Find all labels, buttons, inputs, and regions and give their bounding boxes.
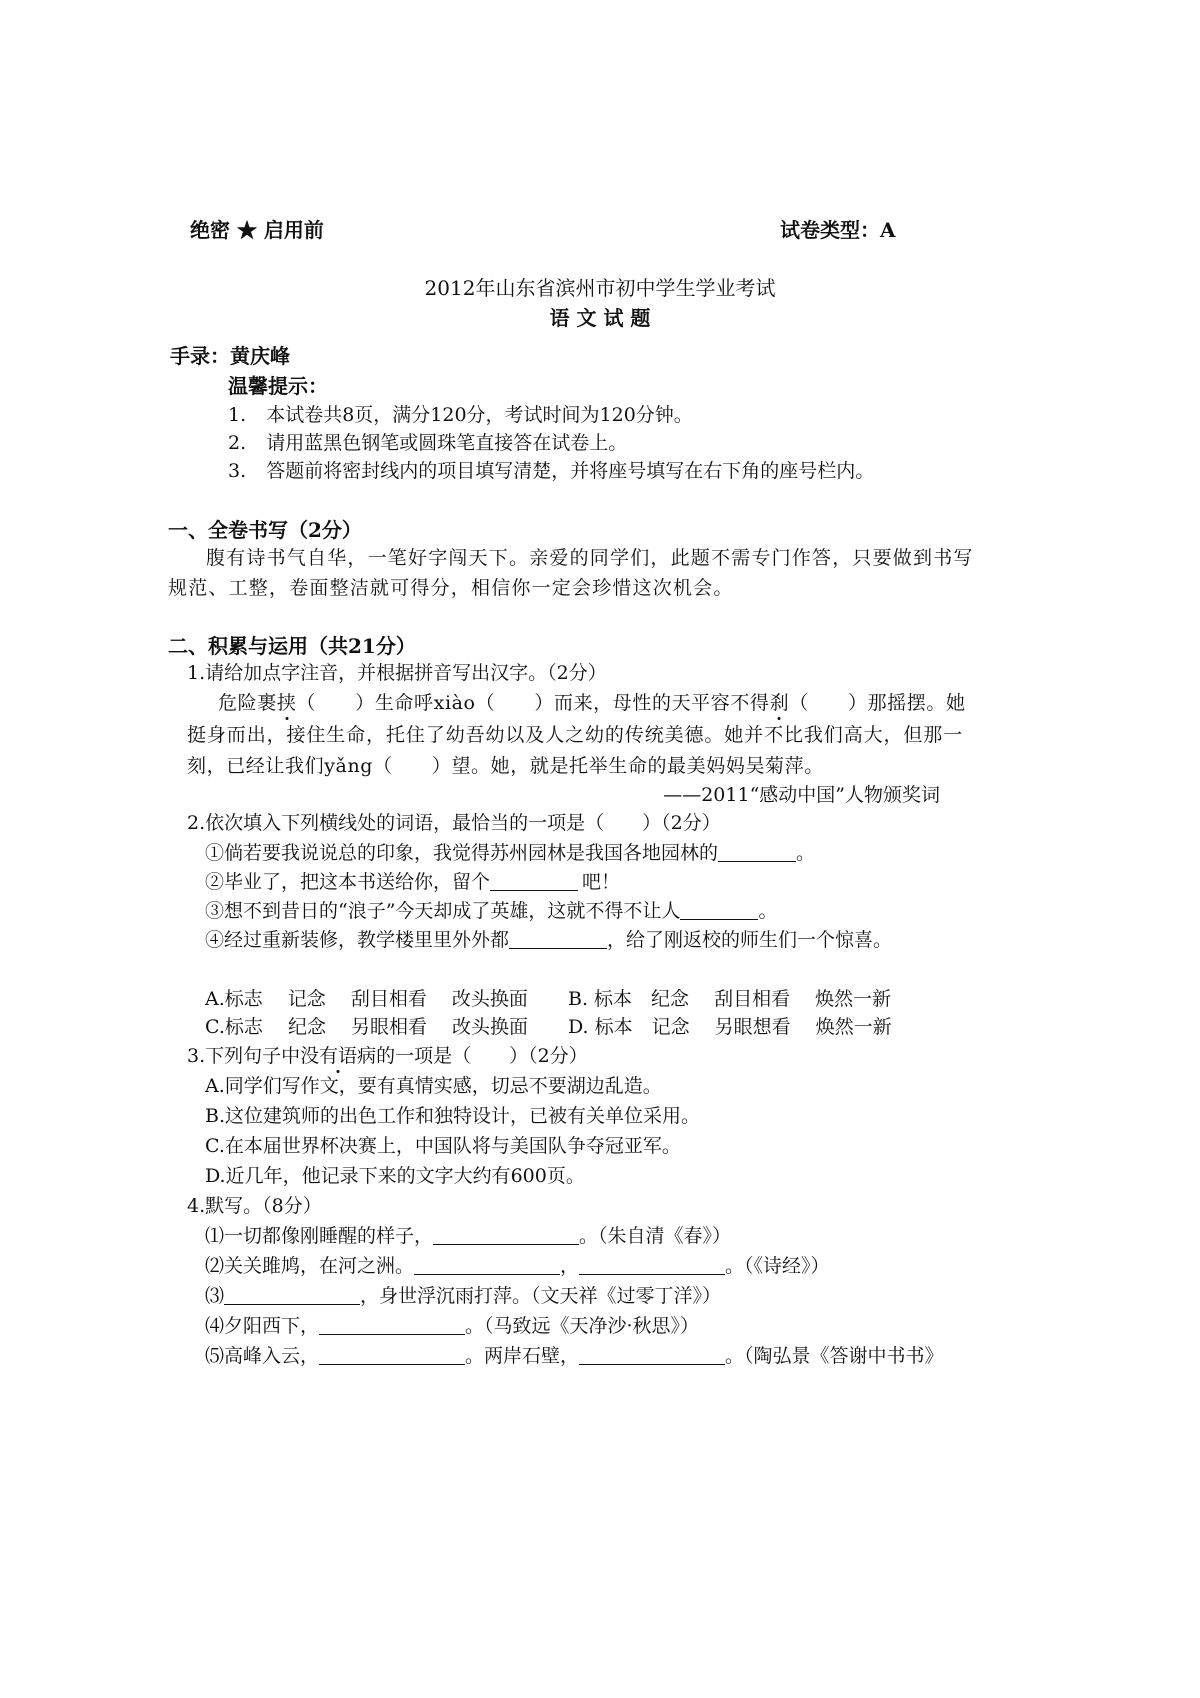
question-2-sentence [205,867,620,894]
q4-text: ⑸高峰入云， [205,1345,320,1367]
q4-text: ⑶ [205,1285,225,1307]
q2-text: 。 [796,842,816,864]
section-1-paragraph: 腹有诗书气自华，一笔好字闯天下。亲爱的同学们，此题不需专门作答，只要做到书写 [206,547,974,569]
section-2-heading: 二、积累与运用（共21分） [168,634,416,658]
answer-blank[interactable] [490,871,578,891]
question-4-stem: 4.默写。（8分） [187,1195,322,1217]
q1-text: 危险裹 [218,692,277,714]
option-c[interactable]: C.在本届世界杯决赛上，中国队将与美国队争夺冠亚军。 [205,1135,681,1157]
q2-text: 吧！ [582,871,621,893]
option-a[interactable]: A.标志 记念 刮目相看 改头换面 [205,988,528,1010]
option-a[interactable]: A.同学们写作文，要有真情实感，切忌不要湖边乱造。 [205,1075,662,1097]
q2-text: ①倘若要我说说总的印象，我觉得苏州园林是我国各地园林的 [205,842,719,864]
q2-text: 。 [758,900,778,922]
tips-heading: 温馨提示： [228,374,328,398]
tip-item [228,456,874,483]
q4-text: 。（《诗经》） [725,1255,830,1277]
answer-blank[interactable] [509,929,607,949]
question-2-sentence [205,896,777,923]
q4-text: 。（朱自清《春》） [579,1225,732,1247]
q1-text: （ ）那摇摆。她 [789,692,966,714]
q4-text: ⑵关关雎鸠，在河之洲。 [205,1255,415,1277]
exam-title: 2012年山东省滨州市初中学生学业考试 [424,276,776,300]
tip-item [228,400,693,427]
option-d[interactable]: D.近几年，他记录下来的文字大约有600页。 [205,1165,585,1187]
question-1-source: ——2011“感动中国”人物颁奖词 [663,784,940,806]
question-1-line: 刻，已经让我们yǎng（ ）望。她，就是托举生命的最美妈妈吴菊萍。 [187,755,824,777]
question-2-stem: 2.依次填入下列横线处的词语，最恰当的一项是（ ）（2分） [187,812,721,834]
option-d[interactable]: D. 标本 记念 另眼想看 焕然一新 [568,1016,892,1038]
q4-text: ⑷夕阳西下， [205,1315,320,1337]
dictation-item [205,1251,830,1278]
q2-text: ④经过重新装修，教学楼里里外外都 [205,929,510,951]
question-2-sentence [205,838,815,865]
q2-text: ③想不到昔日的“浪子”今天却成了英雄，这就不得不让人 [205,900,681,922]
section-1-paragraph: 规范、工整，卷面整洁就可得分，相信你一定会珍惜这次机会。 [168,577,734,599]
q4-text: 。（陶弘景《答谢中书书》 [725,1345,944,1367]
q4-text: ⑴一切都像刚睡醒的样子， [205,1225,434,1247]
q2-text: ②毕业了，把这本书送给你，留个 [205,871,491,893]
exam-subject: 语 文 试 题 [549,306,651,330]
answer-blank[interactable] [319,1345,465,1365]
answer-blank[interactable] [579,1255,725,1275]
tip-number: 1. [228,404,247,426]
question-3-stem [187,1041,588,1068]
dictation-item [205,1281,721,1308]
answer-blank[interactable] [579,1345,725,1365]
dotted-char: 挟 [276,692,297,714]
question-1-stem: 1.请给加点字注音，并根据拼音写出汉字。（2分） [187,662,607,684]
tip-text: 答题前将密封线内的项目填写清楚，并将座号填写在右下角的座号栏内。 [266,460,875,482]
dictation-item [205,1341,944,1368]
q4-text: 。（马致远《天净沙·秋思》） [465,1315,700,1337]
q4-text: ，身世浮沉雨打萍。（文天祥《过零丁洋》） [360,1285,722,1307]
question-1-line [218,688,966,715]
transcriber: 手录：黄庆峰 [170,344,290,368]
tip-number: 3. [228,460,247,482]
option-c[interactable]: C.标志 纪念 另眼相看 改头换面 [205,1016,529,1038]
answer-blank[interactable] [433,1225,579,1245]
dotted-char: 刹 [769,692,790,714]
q2-text: ，给了刚返校的师生们一个惊喜。 [607,929,893,951]
question-1-line: 挺身而出，接住生命，托住了幼吾幼以及人之幼的传统美德。她并不比我们高大，但那一 [187,724,964,746]
section-1-heading: 一、全卷书写（2分） [168,518,362,542]
q3-text: 3.下列句子中 [187,1045,301,1067]
option-b[interactable]: B. 标本 纪念 刮目相看 焕然一新 [568,988,892,1010]
q4-text: ， [560,1255,580,1277]
tip-number: 2. [228,432,247,454]
dictation-item [205,1311,699,1338]
q1-text: （ ）生命呼xiào（ ）而来，母性的天平容不得 [296,692,770,714]
answer-blank[interactable] [414,1255,560,1275]
paper-type-label: 试卷类型：A [780,218,896,242]
q3-text: 的一项是（ ）（2分） [376,1045,588,1067]
answer-blank[interactable] [718,842,796,862]
answer-blank[interactable] [680,900,758,920]
q4-text: 。两岸石壁， [465,1345,580,1367]
dotted-phrase: 没有语病 [300,1045,377,1067]
answer-blank[interactable] [319,1315,465,1335]
tip-text: 请用蓝黑色钢笔或圆珠笔直接答在试卷上。 [266,432,628,454]
option-b[interactable]: B.这位建筑师的出色工作和独特设计，已被有关单位采用。 [205,1105,701,1127]
confidential-label: 绝密 ★ 启用前 [190,218,324,242]
question-2-sentence [205,925,892,952]
dictation-item [205,1221,731,1248]
tip-item [228,428,627,455]
tip-text: 本试卷共8页，满分120分，考试时间为120分钟。 [266,404,693,426]
answer-blank[interactable] [224,1285,360,1305]
